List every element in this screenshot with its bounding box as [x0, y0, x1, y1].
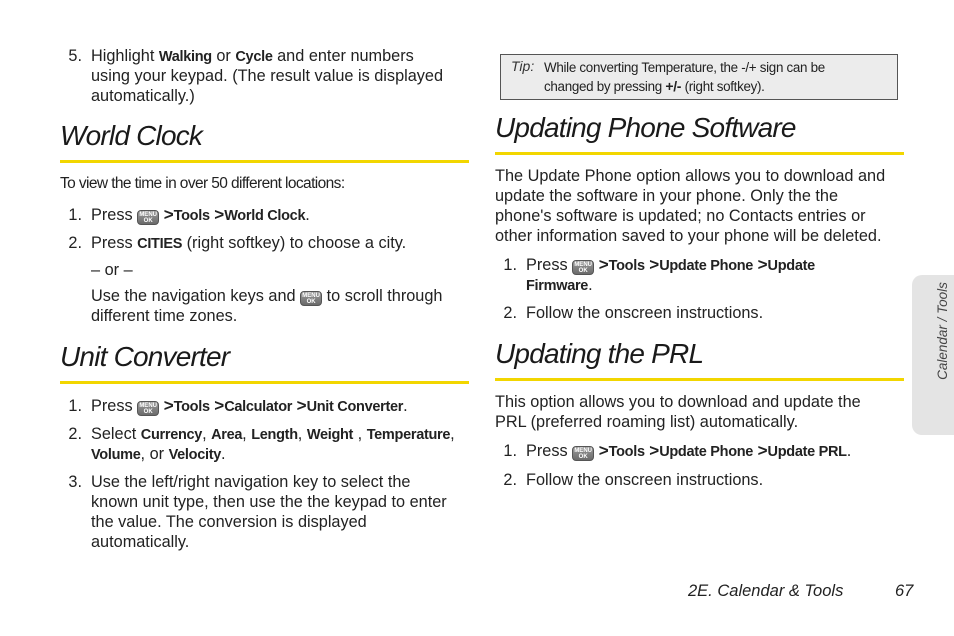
update-prl-description: This option allows you to download and update the PRL (preferred roaming list) automatically.: [495, 393, 861, 431]
tools-label: Tools: [173, 208, 210, 224]
menu-ok-key-icon: MENU OK: [572, 260, 594, 275]
world-clock-label: World Clock: [224, 208, 306, 224]
world-clock-heading: World Clock: [60, 120, 203, 151]
menu-ok-key-icon: MENU OK: [137, 401, 159, 416]
cycle-label: Cycle: [235, 49, 273, 65]
tip-text: While converting Temperature, the -/+ sign can be changed by pressing +/- (right softkey).: [544, 60, 825, 94]
walking-label: Walking: [158, 49, 212, 65]
heading-rule: [495, 152, 904, 155]
menu-ok-key-icon: MENU OK: [137, 210, 159, 225]
unit-converter-heading: Unit Converter: [60, 341, 230, 372]
heading-rule: [60, 381, 469, 384]
calculator-label: Calculator: [224, 399, 293, 415]
or-separator: – or –: [91, 261, 133, 279]
menu-ok-key-icon: MENU OK: [572, 446, 594, 461]
plus-minus-key-label: +/-: [665, 78, 682, 94]
world-clock-intro: To view the time in over 50 different locations:: [60, 175, 345, 192]
section-side-tab: [912, 275, 954, 435]
tip-box: [500, 54, 898, 100]
menu-ok-key-icon: MENU OK: [300, 291, 322, 306]
unit-converter-label: Unit Converter: [306, 399, 404, 415]
side-tab-label: Calendar / Tools: [935, 282, 950, 380]
heading-rule: [60, 160, 469, 163]
footer-section-title: 2E. Calendar & Tools: [688, 582, 844, 600]
heading-rule: [495, 378, 904, 381]
nav-keys-note: Use the navigation keys and MENU OK to scroll through different time zones.: [91, 287, 443, 325]
cities-softkey-label: CITIES: [137, 236, 183, 252]
tools-label: Tools: [173, 399, 210, 415]
updating-phone-software-heading: Updating Phone Software: [495, 112, 796, 143]
tip-label: Tip:: [511, 58, 535, 74]
updating-prl-heading: Updating the PRL: [495, 338, 704, 369]
step-number: 5.: [68, 47, 82, 65]
page-number: 67: [895, 582, 914, 600]
update-software-description: The Update Phone option allows you to download and update the software in your phone. Only the the phone's software is updated; no Contacts entries or other information saved to your phone will be deleted.: [495, 167, 886, 245]
